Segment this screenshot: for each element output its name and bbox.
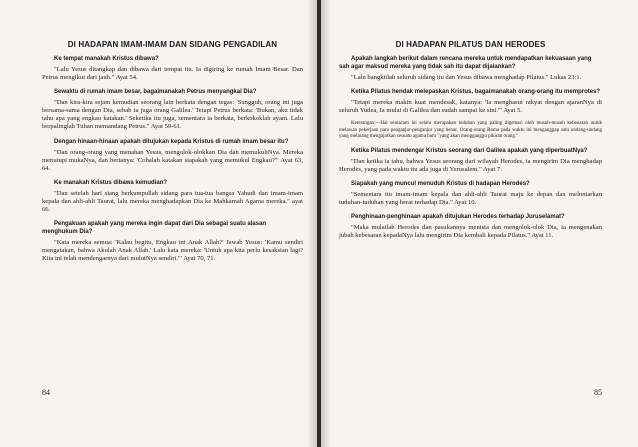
- answer: "Lalu Yesus ditangkap dan dibawa dari tempat itu. Ia digiring ke rumah Imam Besar. Dan Petrus mengikut dari jauh." Ayat 54.: [42, 66, 303, 82]
- page-number: 85: [594, 388, 602, 397]
- question: Apakah langkah berikut dalam rencana mereka untuk mendapatkan kekuasaan yang sah agar maksud mereka yang tidak sah itu dapat dijalankan?: [339, 56, 592, 70]
- question: Dengan hinaan-hinaan apakah ditujukan kepada Kristus di rumah imam besar itu?: [54, 138, 289, 145]
- question: Ke manakah Kristus dibawa kemudian?: [54, 179, 168, 186]
- question: Pengakuan apakah yang mereka ingin dapat dari Dia sebagai suatu alasan menghukum Dia?: [42, 221, 267, 236]
- answer: "Dan orang-orang yang menahan Yesus, mengolok-olokkan Dia dan memukuliNya. Mereka menutupi mukaNya, dan bertanya: 'Cobalah katakan siapakah yang memukul Engkau?'" Ayat 63, 64.: [42, 148, 303, 172]
- answer: "Kata mereka semua: 'Kalau begitu, Engkau ini Anak Allah?' Jawab Yesus: 'Kamu sendiri mengatakan, bahwa Akulah Anak Allah.' Lalu kata mereka: 'Untuk apa kita perlu kesaksian lagi? Kita ini telah mendengarnya dari mulutNya sendiri.'" Ayat 70, 71.: [42, 239, 303, 263]
- question: Siapakah yang muncul menuduh Kristus di hadapan Herodes?: [351, 180, 530, 187]
- page-title: DI HADAPAN IMAM-IMAM DAN SIDANG PENGADILAN: [67, 40, 278, 49]
- answer: "Dan ketika ia tahu, bahwa Yesus seorang dari wilayah Herodes, ia mengirim Dia menghadap Herodes, yang pada waktu itu ada juga di Yerusalem." Ayat 7.: [339, 157, 602, 173]
- question: Penghinaan-penghinaan apakah ditujukan Herodes terhadap Juruselamat?: [351, 213, 565, 220]
- page-title: DI HADAPAN PILATUS DAN HERODES: [395, 40, 546, 49]
- answer: "Dan setelah hari siang berkumpullah sidang para tua-tua bangsa Yahudi dan imam-imam kepala dan ahli-ahli Taurat, lalu mereka menghadapkan Dia ke Mahkamah Agama mereka." ayat 66.: [42, 189, 303, 214]
- page-number: 84: [42, 388, 50, 397]
- answer: "Tetapi mereka makin kuat mendesak, katanya: 'Ia menghasut rakyat dengan ajaranNya di seluruh Yudea, Ia mulai di Galilea dan sudah sampai ke sini.'" Ayat 5.: [339, 99, 602, 115]
- note: Keterangan:—Hal semacam ini selalu merupakan tuduhan yang paling digemari oleh musuh-musuh kebenaran untuk melawan pekerjaan para penganjur-penganjur yang benar. Orang-orang Roma pada waktu ini menganggap satu undang-undang yang melarang mengajarkan sesuatu agama baru "yang akan mengganggu pikiran orang.": [339, 121, 602, 140]
- question: Sewaktu di rumah imam besar, bagaimanakah Petrus menyangkal Dia?: [54, 89, 257, 96]
- left-page: [0, 0, 317, 447]
- question: Ke tempat manakah Kristus dibawa?: [54, 56, 159, 62]
- page-shadow: [307, 0, 317, 447]
- question: Ketika Pilatus mendengar Kristus seorang dari Galilea apakah yang diperbuatNya?: [351, 147, 588, 154]
- question: Ketika Pilatus hendak melepaskan Kristus, bagaimanakah orang-orang itu memprotes?: [351, 89, 601, 96]
- page-shadow: [321, 0, 331, 447]
- answer: "Dan kira-kira sejam kemudian seorang lain berkata dengan tegas: 'Sungguh, orang ini juga bersama-sama dengan Dia, sebab ia juga orang Galilea.' Tetapi Petrus berkata: 'Bukan, aku tidak tahu apa yang engkau katakan.' Seketika itu juga, sementara ia berkata, berkokoklah ayam. Lalu berpalinglah Tuhan memandang Petrus." Ayat 59-61.: [42, 99, 303, 131]
- answer: "Maka mulailah Herodes dan pasukannya menista dan mengolok-olok Dia, ia mengenakan jubah kebesaran kepadaNya lalu mengirim Dia kembali kepada Pilatus." Ayat 11.: [339, 223, 602, 239]
- answer: "Lalu bangkitlah seluruh sidang itu dan Yesus dibawa menghadap Pilatus." Lukas 23:1.: [351, 74, 582, 81]
- answer: "Sementara itu imam-imam kepala dan ahli-ahli Taurat maju ke depan dan melontarkan tuduhan-tuduhan yang berat terhadap Dia." Ayat 10.: [339, 190, 602, 206]
- right-page: [321, 0, 638, 447]
